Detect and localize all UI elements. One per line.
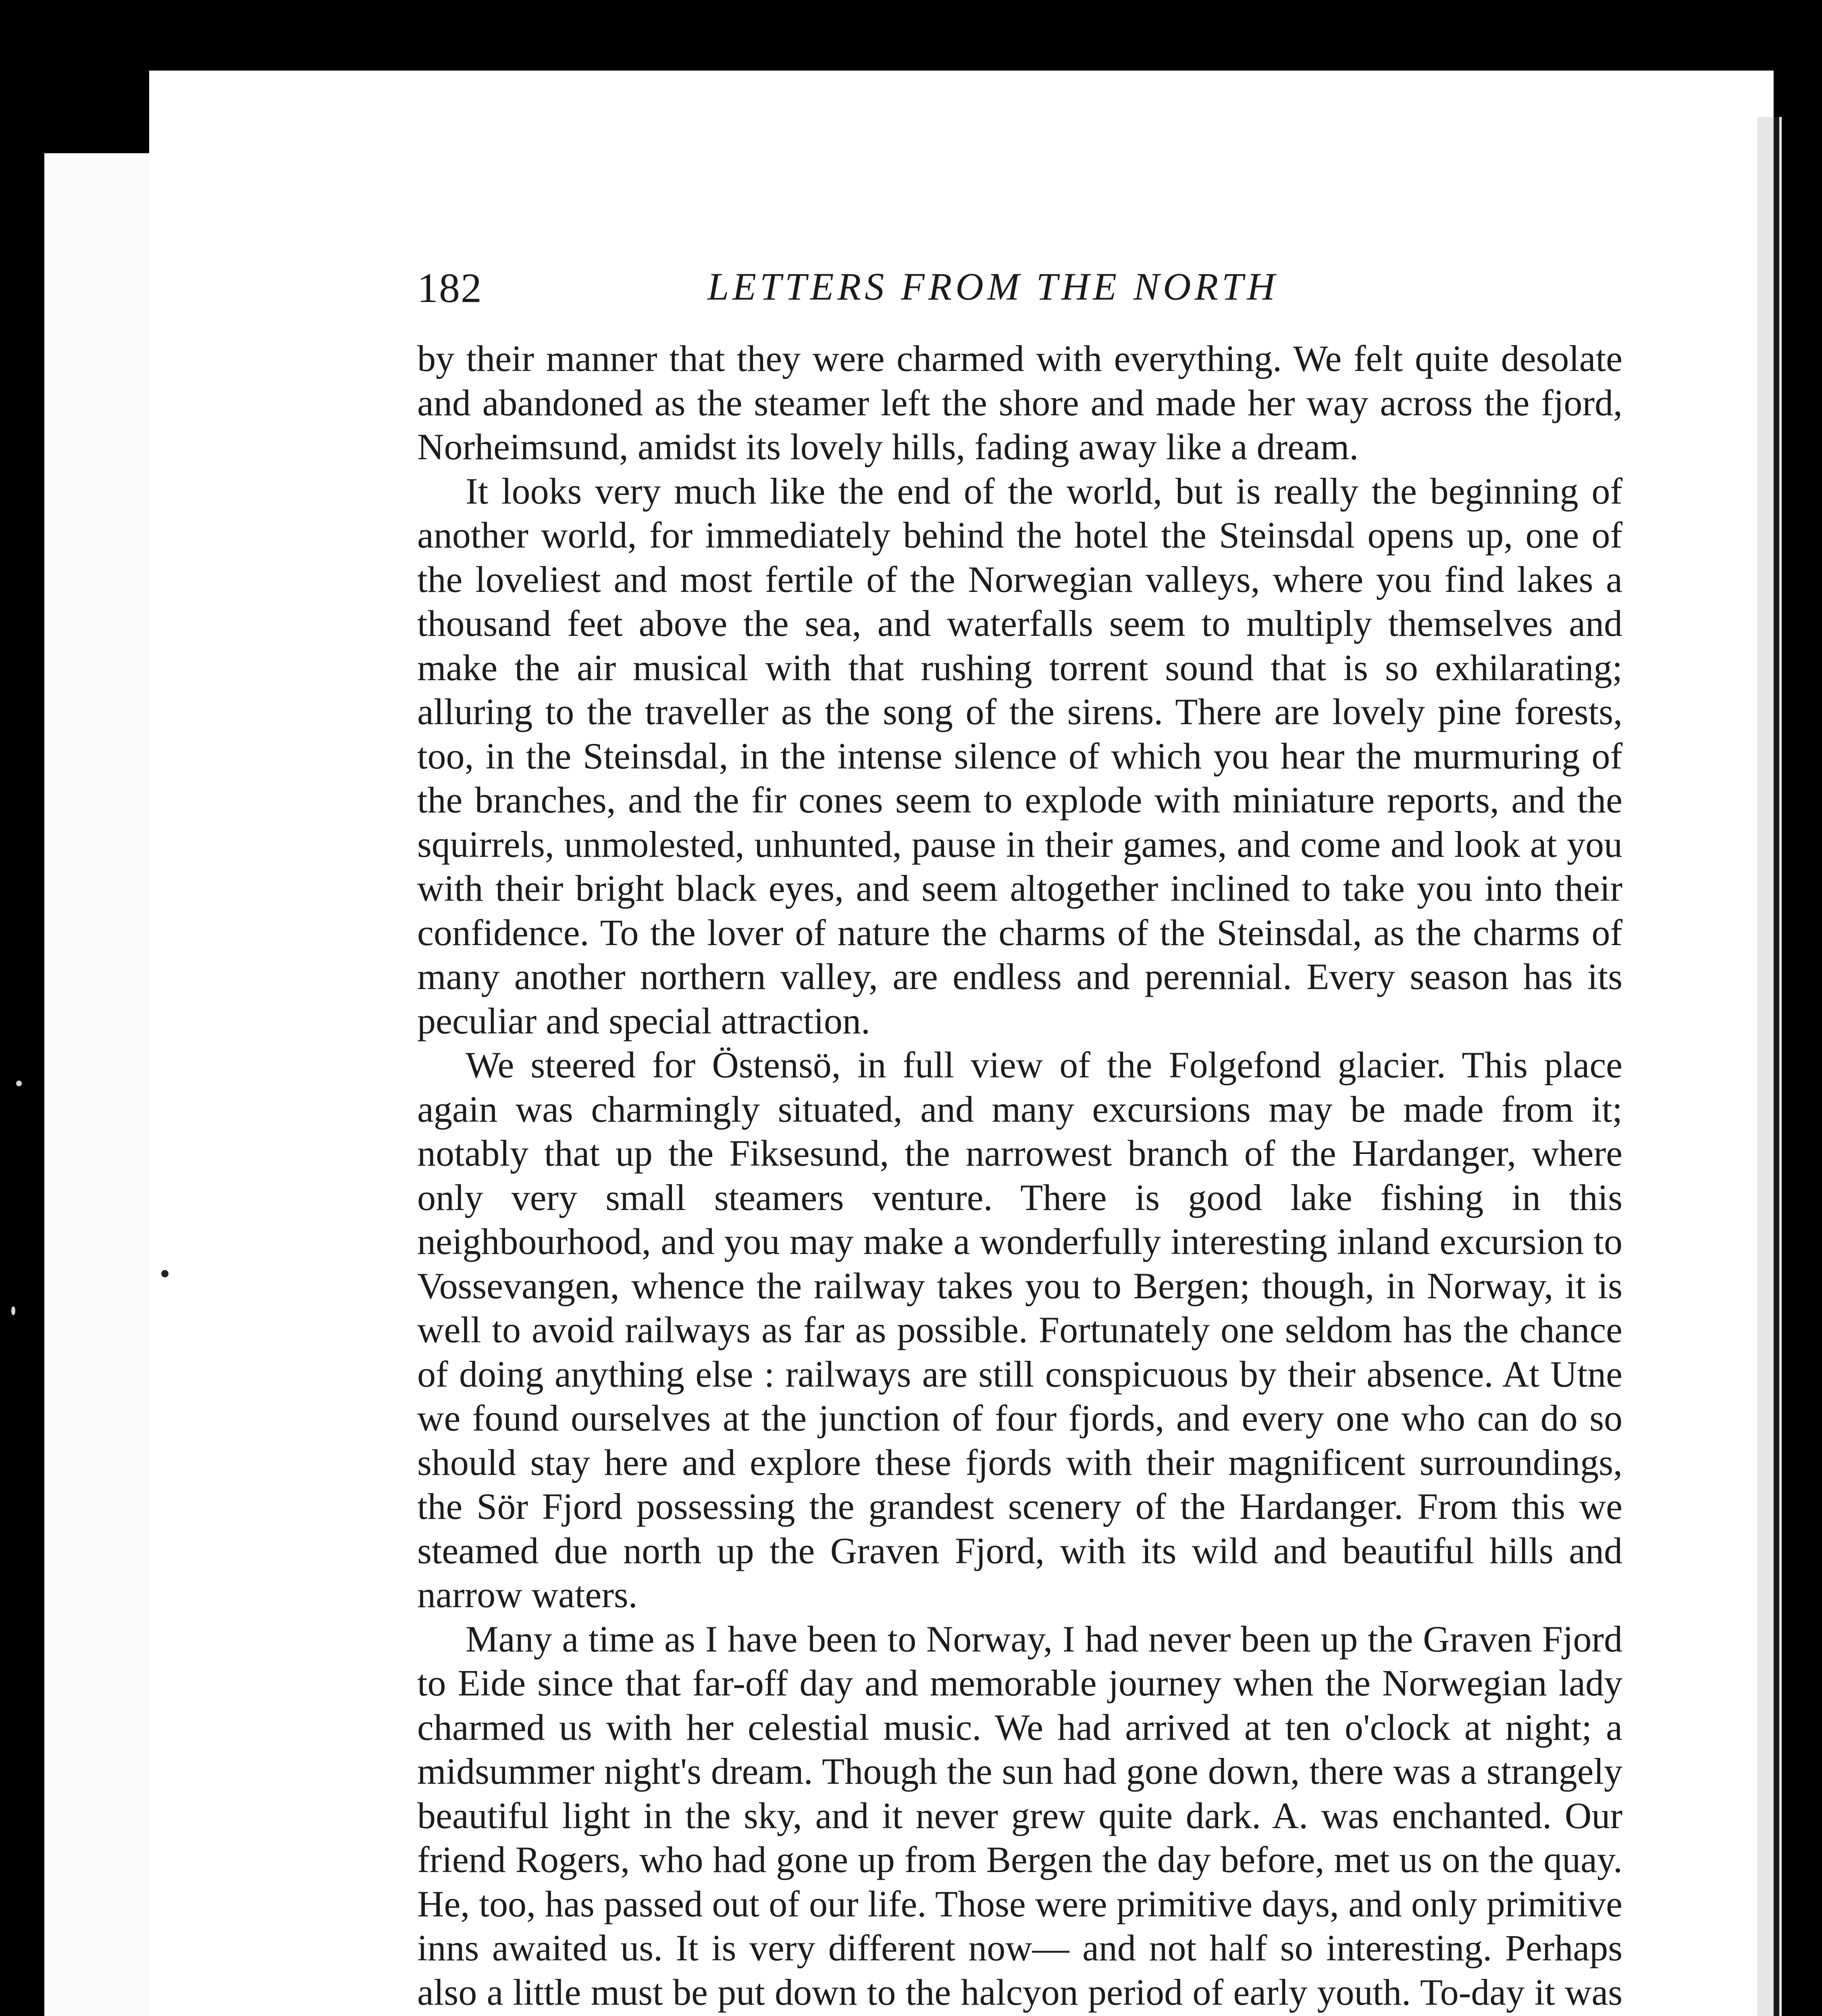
body-text — [417, 337, 1622, 2016]
paragraph-2: It looks very much like the end of the world, but is really the beginning of another world, for immediately behind the hotel the Steinsdal opens up, one of the loveliest and most fertile of the Norwegian valleys, where you find lakes a thousand feet above the sea, and waterfalls seem to multiply themselves and make the air musical with that rushing torrent sound that is so exhilarating; alluring to the traveller as the song of the sirens. There are lovely pine forests, too, in the Steinsdal, in the intense silence of which you hear the murmuring of the branches, and the fir cones seem to explode with miniature reports, and the squirrels, unmolested, unhunted, pause in their games, and come and look at you with their bright black eyes, and seem altogether inclined to take you into their confidence. To the lover of nature the charms of the Steinsdal, as the charms of many another northern valley, are endless and perennial. Every season has its peculiar and special attraction. — [417, 470, 1622, 1041]
scan-speck — [161, 1270, 168, 1277]
running-title: LETTERS FROM THE NORTH — [707, 265, 1279, 308]
paragraph-4 — [417, 1617, 1622, 2016]
paragraph-3: We steered for Östensö, in full view of the Folgefond glacier. This place again was charmingly situated, and many excursions may be made from it; notably that up the Fiksesund, the narrowest branch of the Hardanger, where only very small steamers venture. There is good lake fishing in this neighbourhood, and you may make a wonderfully interesting inland excursion to Vossevangen, whence the railway takes you to Bergen; though, in Norway, it is well to avoid railways as far as possible. Fortunately one seldom has the chance of doing anything else : railways are still conspicuous by their absence. At Utne we found ourselves at the junction of four fjords, and every one who can do so should stay here and explore these fjords with their magnificent surroundings, the Sör Fjord possessing the grandest scenery of the Hardanger. From this we steamed due north up the Graven Fjord, with its wild and beautiful hills and narrow waters. — [417, 1044, 1622, 1615]
page-edge-shadow — [1774, 117, 1779, 2016]
paragraph-1: by their manner that they were charmed with everything. We felt quite desolate and abandoned as the steamer left the shore and made her way across the fjord, Norheimsund, amidst its lovely hills, fading away like a dream. — [417, 338, 1622, 467]
running-head — [417, 264, 1622, 317]
scan-speck — [16, 1081, 22, 1086]
scan-speck — [11, 1306, 15, 1315]
paragraph-4-text: Many a time as I have been to Norway, I had never been up the Graven Fjord to Eide since that far-off day and memorable journey when the Norwegian lady charmed us with her celestial music. We had arrived at ten o'clock at night; a midsummer night's dream. Though the sun had gone down, there was a strangely beautiful light in the sky, and it never grew quite dark. A. was enchanted. Our friend Rogers, who had gone up from Bergen the day before, met us on the quay. He, too, has passed out of our life. Those were primitive days, and only primitive inns awaited us. It is very different now— and not half so interesting. Perhaps also a little must be put down to the halcyon period of early youth. To-day it was — [417, 1618, 1622, 2013]
page-number: 182 — [417, 265, 483, 311]
